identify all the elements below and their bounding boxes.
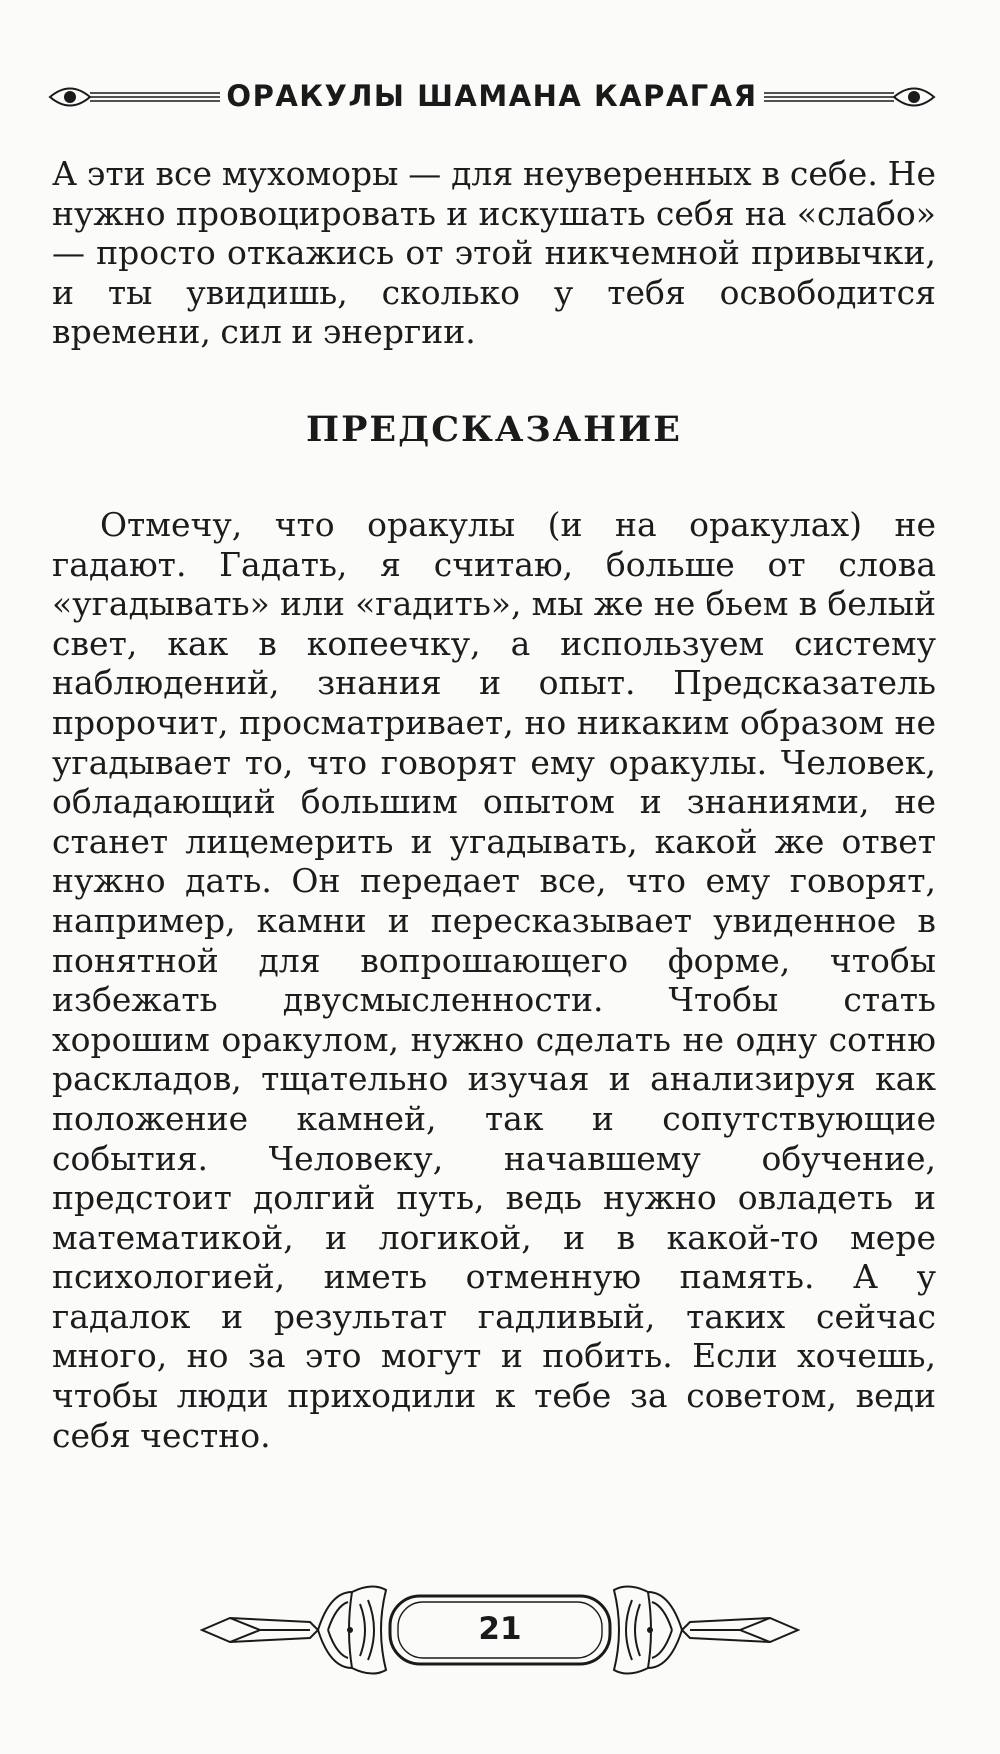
running-title — [48, 78, 936, 114]
page-number-ornament — [200, 1570, 800, 1690]
running-title-text: ОРАКУЛЫ ШАМАНА КАРАГАЯ — [220, 79, 763, 113]
paragraph-intro: А эти все мухоморы — для неуверенных в себе. Не нужно провоцировать и искушать себя на «слабо» — просто откажись от этой никчемной привычки, и ты увидишь, сколько у тебя освободится времени, сил и энергии. — [52, 154, 936, 352]
paragraph-prediction: Отмечу, что оракулы (и на оракулах) не гадают. Гадать, я считаю, больше от слова «угадывать» или «гадить», мы же не бьем в белый свет, как в копеечку, а используем систему наблюдений, знания и опыт. Предсказатель пророчит, просматривает, но никаким образом не угадывает то, что говорят ему оракулы. Человек, обладающий большим опытом и знаниями, не станет лицемерить и угадывать, какой же ответ нужно дать. Он передает все, что ему говорят, например, камни и пересказывает увиденное в понятной для вопрошающего форме, чтобы избежать двусмысленности. Чтобы стать хорошим оракулом, нужно сделать не одну сотню раскладов, тщательно изучая и анализируя как положение камней, так и сопутствующие события. Человеку, начавшему обучение, предстоит долгий путь, ведь нужно овладеть и математикой, и логикой, и в какой-то мере психологией, иметь отменную память. А у гадалок и результат гадливый, таких сейчас много, но за это могут и побить. Если хочешь, чтобы люди приходили к тебе за советом, веди себя честно. — [52, 505, 936, 1455]
page-number: 21 — [478, 1611, 522, 1647]
section-heading: ПРЕДСКАЗАНИЕ — [306, 409, 682, 450]
running-header — [48, 72, 936, 122]
